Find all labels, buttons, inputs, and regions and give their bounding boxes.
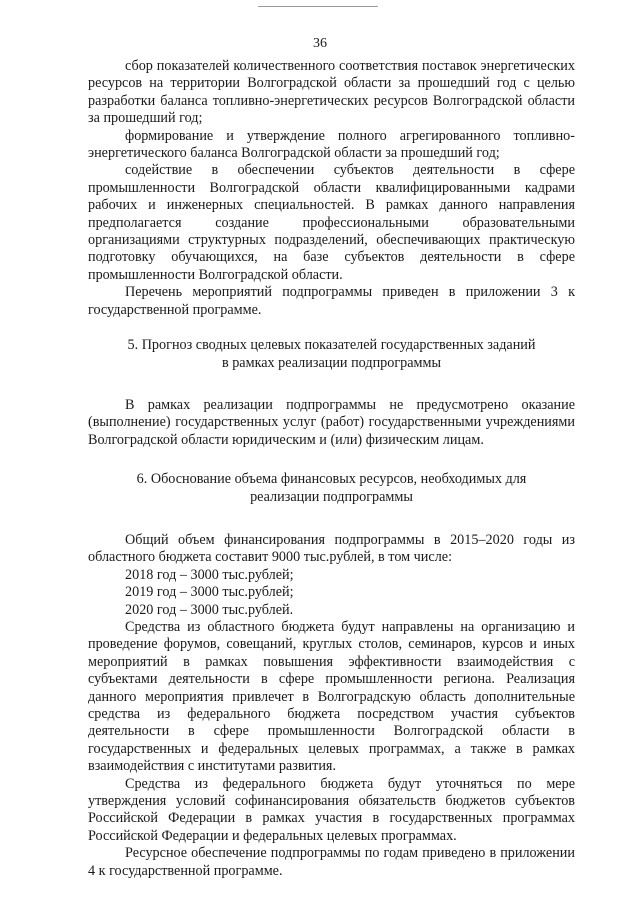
paragraph-total-funding: Общий объем финансирования подпрограммы в 2015–2020 годы из областного бюджета составит 9000 тыс.рублей, в том числе:	[88, 531, 575, 566]
section-6-heading-line-2: реализации подпрограммы	[250, 488, 413, 505]
section-5-heading-line-1: 5. Прогноз сводных целевых показателей государственных заданий	[127, 337, 536, 354]
paragraph-personnel-support: содействие в обеспечении субъектов деятельности в сфере промышленности Волгоградской области квалифицированными кадрами рабочих и инженерных специальностей. В рамках данного направления предполагается создание профессиональными образовательными организациями структурных подразделений, обеспечивающих практическую подготовку обучающихся, на базе субъектов деятельности в сфере промышленности Волгоградской области.	[88, 162, 575, 283]
funding-2019: 2019 год – 3000 тыс.рублей;	[125, 584, 294, 601]
top-rule	[258, 6, 378, 7]
section-6-heading-line-1: 6. Обоснование объема финансовых ресурсов, необходимых для	[136, 471, 527, 488]
paragraph-state-services: В рамках реализации подпрограммы не предусмотрено оказание (выполнение) государственных услуг (работ) государственными учреждениями Волгоградской области юридическим и (или) физическим лицам.	[88, 396, 575, 448]
funding-2020: 2020 год – 3000 тыс.рублей.	[125, 601, 294, 618]
paragraph-federal-budget: Средства из федерального бюджета будут уточняться по мере утверждения условий софинансирования обязательств бюджетов субъектов Российской Федерации в рамках участия в государственных программах Российской Федерации и федеральных целевых программах.	[88, 775, 575, 844]
paragraph-measures-list: Перечень мероприятий подпрограммы приведен в приложении 3 к государственной программе.	[88, 284, 575, 318]
paragraph-regional-budget: Средства из областного бюджета будут направлены на организацию и проведение форумов, совещаний, круглых столов, семинаров, курсов и иных мероприятий в рамках повышения эффективности взаимодействия с субъектами деятельности в сфере промышленности региона. Реализация данного мероприятия привлечет в Волгоградскую область дополнительные средства из федерального бюджета посредством участия субъектов деятельности в сфере промышленности Волгоградской области в государственных и федеральных целевых программах, а также в рамках взаимодействия с институтами развития.	[88, 618, 575, 775]
funding-2018: 2018 год – 3000 тыс.рублей;	[125, 566, 294, 583]
paragraph-fuel-balance: формирование и утверждение полного агрегированного топливно-энергетического баланса Волгоградской области за прошедший год;	[88, 127, 575, 162]
paragraph-energy-resources: сбор показателей количественного соответствия поставок энергетических ресурсов на территории Волгоградской области за прошедший год с целью разработки баланса топливно-энергетических ресурсов Волгоградской области за прошедший год;	[88, 58, 575, 127]
page-number: 36	[313, 36, 327, 51]
document-body	[88, 58, 575, 880]
section-5-heading-line-2: в рамках реализации подпрограммы	[221, 354, 442, 371]
paragraph-resource-support: Ресурсное обеспечение подпрограммы по годам приведено в приложении 4 к государственной программе.	[88, 845, 575, 879]
